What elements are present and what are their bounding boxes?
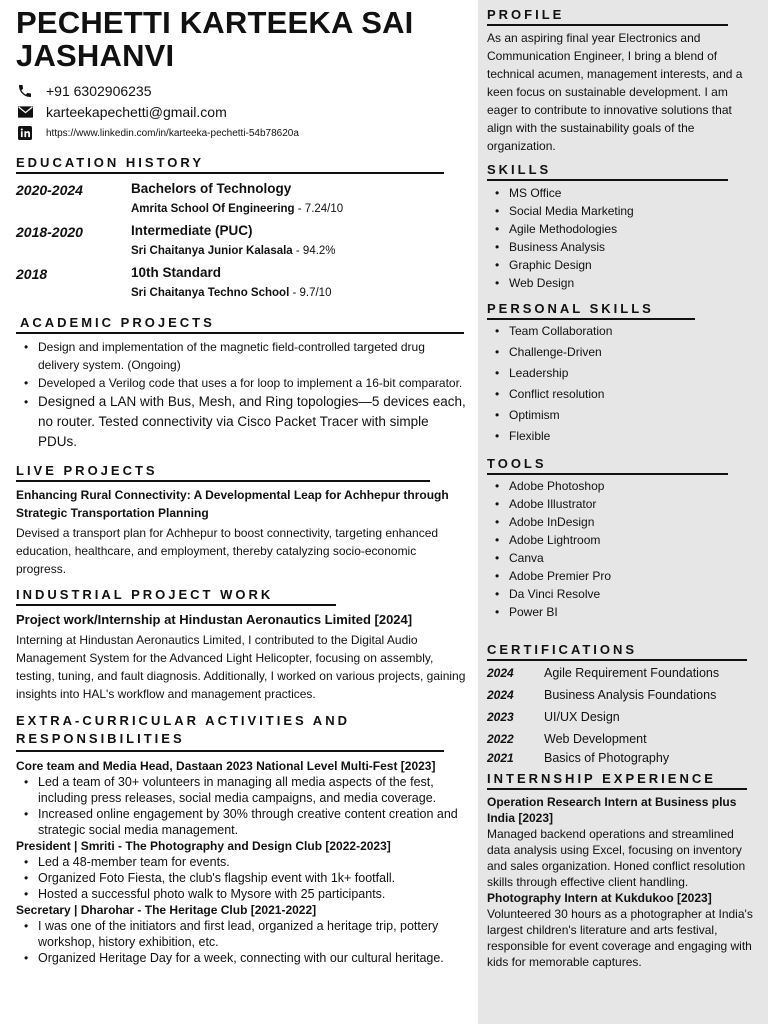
- education-score: - 94.2%: [292, 245, 336, 257]
- skill-item: • Graphic Design: [487, 256, 754, 274]
- activity-title: President | Smriti - The Photography and Design Club [2022-2023]: [16, 839, 391, 853]
- certifications-heading: CERTIFICATIONS: [487, 642, 747, 661]
- education-heading: EDUCATION HISTORY: [16, 155, 444, 174]
- internship-title: Operation Research Intern at Business plus India [2023]: [487, 795, 737, 825]
- tool-item: • Adobe InDesign: [487, 513, 754, 531]
- activity-list: [16, 774, 466, 838]
- certification-item: [487, 706, 754, 728]
- education-school: Amrita School Of Engineering: [131, 203, 295, 215]
- activity-list: [16, 854, 466, 902]
- skill-item: • Web Design: [487, 274, 754, 292]
- education-detail: [131, 284, 466, 302]
- industrial-heading: INDUSTRIAL PROJECT WORK: [16, 587, 336, 606]
- skill-item: • MS Office: [487, 184, 754, 202]
- activity-item: • Increased online engagement by 30% through creative content creation and strategic social media management.: [16, 806, 466, 838]
- personal-skills-list: [487, 321, 754, 447]
- activity-item: • Led a team of 30+ volunteers in managing all media aspects of the fest, including press releases, social media campaigns, and media coverage.: [16, 774, 466, 806]
- academic-section: [16, 314, 466, 452]
- certifications-section: [487, 641, 754, 766]
- education-item: [16, 180, 466, 218]
- activity-item: • Organized Heritage Day for a week, connecting with our cultural heritage.: [16, 950, 466, 966]
- certification-name: Basics of Photography: [544, 751, 670, 765]
- certification-name: Business Analysis Foundations: [544, 688, 717, 702]
- skill-item: • Business Analysis: [487, 238, 754, 256]
- certification-year: 2021: [487, 751, 514, 765]
- certification-item: [487, 750, 754, 766]
- live-project-desc: Devised a transport plan for Achhepur to boost connectivity, targeting enhanced education, healthcare, and employment, thereby catalyzing socio-economic progress.: [16, 526, 439, 576]
- extracurricular-heading-line2: RESPONSIBILITIES: [16, 731, 185, 746]
- email-address[interactable]: karteekapechetti@gmail.com: [46, 104, 227, 120]
- personal-skill-item: • Leadership: [487, 363, 754, 384]
- education-detail: [131, 200, 466, 218]
- education-degree: Intermediate (PUC): [131, 223, 253, 238]
- internship-desc: Managed backend operations and streamlined data analysis using Excel, focusing on inventory and sales organization. Honed conflict resolution skills through effective client handling.: [487, 827, 746, 889]
- certification-year: 2022: [487, 732, 514, 746]
- name-line-1: PECHETTI KARTEEKA SAI: [16, 5, 414, 40]
- education-item: [16, 264, 466, 302]
- profile-heading: PROFILE: [487, 7, 728, 26]
- skills-list: [487, 184, 754, 292]
- education-list: [16, 180, 466, 302]
- internship-list: [487, 794, 754, 970]
- activity-list: [16, 918, 466, 966]
- academic-item: • Designed a LAN with Bus, Mesh, and Ring topologies—5 devices each, no router. Tested connectivity via Cisco Packet Tracer with simple PDUs.: [16, 392, 466, 452]
- skills-heading: SKILLS: [487, 162, 728, 181]
- activity-item: • I was one of the initiators and first lead, organized a heritage trip, pottery workshop, history exhibition, etc.: [16, 918, 466, 950]
- phone-number: +91 6302906235: [46, 83, 152, 99]
- name-line-2: JASHANVI: [16, 38, 175, 73]
- linkedin-url[interactable]: https://www.linkedin.com/in/karteeka-pechetti-54b78620a: [46, 127, 299, 139]
- education-item: [16, 222, 466, 260]
- education-degree: 10th Standard: [131, 265, 222, 280]
- education-detail: [131, 242, 466, 260]
- personal-skill-item: • Optimism: [487, 405, 754, 426]
- tools-section: [487, 455, 754, 621]
- education-score: - 9.7/10: [289, 287, 332, 299]
- profile-text: As an aspiring final year Electronics and Communication Engineer, I bring a blend of technical acumen, management interests, and a keen focus on sustainable development. I am eager to contribute to innovative solutions that align with the sustainability goals of the organization.: [487, 31, 743, 153]
- certification-item: [487, 662, 754, 684]
- personal-skills-section: [487, 300, 754, 447]
- email-row: [16, 103, 466, 121]
- activity-title: Core team and Media Head, Dastaan 2023 National Level Multi-Fest [2023]: [16, 759, 436, 773]
- tool-item: • Canva: [487, 549, 754, 567]
- certifications-list: [487, 662, 754, 766]
- extracurricular-heading-line1: EXTRA-CURRICULAR ACTIVITIES AND: [16, 713, 350, 728]
- education-school: Sri Chaitanya Junior Kalasala: [131, 245, 293, 257]
- tool-item: • Adobe Photoshop: [487, 477, 754, 495]
- certification-name: Web Development: [544, 732, 647, 746]
- phone-row: [16, 82, 466, 100]
- education-year: 2018-2020: [16, 224, 83, 240]
- education-body: [131, 180, 466, 218]
- tool-item: • Da Vinci Resolve: [487, 585, 754, 603]
- activity-item: • Organized Foto Fiesta, the club's flagship event with 1k+ footfall.: [16, 870, 466, 886]
- activity-title: Secretary | Dharohar - The Heritage Club [2021-2022]: [16, 903, 317, 917]
- certification-year: 2024: [487, 666, 514, 680]
- linkedin-icon: [16, 124, 34, 142]
- internship-title: Photography Intern at Kukdukoo [2023]: [487, 891, 712, 905]
- industrial-title: Project work/Internship at Hindustan Aeronautics Limited [2024]: [16, 612, 413, 627]
- tool-item: • Power BI: [487, 603, 754, 621]
- skill-item: • Social Media Marketing: [487, 202, 754, 220]
- personal-skill-item: • Challenge-Driven: [487, 342, 754, 363]
- tool-item: • Adobe Illustrator: [487, 495, 754, 513]
- industrial-desc: Interning at Hindustan Aeronautics Limited, I contributed to the Digital Audio Management System for the Advanced Light Helicopter, focusing on assembly, testing, tuning, and fault diagnosis. Additionally, I worked on various projects, gaining insights into HAL's workflow and management practices.: [16, 633, 466, 701]
- education-body: [131, 222, 466, 260]
- right-column: [478, 0, 768, 1024]
- internship-section: [487, 770, 754, 970]
- candidate-name: [16, 6, 466, 72]
- personal-skills-heading: PERSONAL SKILLS: [487, 301, 695, 320]
- tool-item: • Adobe Lightroom: [487, 531, 754, 549]
- mail-icon: [16, 103, 34, 121]
- phone-icon: [16, 82, 34, 100]
- internship-desc: Volunteered 30 hours as a photographer at India's largest children's literature and arts festival, responsible for event coverage and engaging with kids for memorable captures.: [487, 907, 753, 969]
- certification-item: [487, 728, 754, 750]
- industrial-section: [16, 586, 466, 703]
- certification-year: 2024: [487, 688, 514, 702]
- academic-item: • Developed a Verilog code that uses a for loop to implement a 16-bit comparator.: [16, 374, 466, 392]
- education-year: 2018: [16, 266, 48, 282]
- live-project-title: Enhancing Rural Connectivity: A Developmental Leap for Achhepur through Strategic Transportation Planning: [16, 488, 449, 520]
- profile-section: [487, 6, 754, 155]
- tools-list: [487, 477, 754, 621]
- academic-item: • Design and implementation of the magnetic field-controlled targeted drug delivery system. (Ongoing): [16, 338, 466, 374]
- education-year: 2020-2024: [16, 182, 83, 198]
- education-section: [16, 154, 466, 302]
- tool-item: • Adobe Premier Pro: [487, 567, 754, 585]
- education-school: Sri Chaitanya Techno School: [131, 287, 290, 299]
- linkedin-row: [16, 124, 466, 142]
- education-body: [131, 264, 466, 302]
- academic-list: [16, 338, 466, 452]
- personal-skill-item: • Conflict resolution: [487, 384, 754, 405]
- academic-heading: ACADEMIC PROJECTS: [16, 315, 464, 334]
- skills-section: [487, 161, 754, 292]
- certification-name: Agile Requirement Foundations: [544, 666, 720, 680]
- skill-item: • Agile Methodologies: [487, 220, 754, 238]
- tools-heading: TOOLS: [487, 456, 728, 475]
- extracurricular-heading: [16, 712, 444, 752]
- activity-item: • Hosted a successful photo walk to Mysore with 25 participants.: [16, 886, 466, 902]
- contact-block: [16, 82, 466, 142]
- internship-heading: INTERNSHIP EXPERIENCE: [487, 771, 747, 790]
- activity-item: • Led a 48-member team for events.: [16, 854, 466, 870]
- extracurricular-list: [16, 758, 466, 966]
- education-degree: Bachelors of Technology: [131, 181, 292, 196]
- personal-skill-item: • Team Collaboration: [487, 321, 754, 342]
- live-projects-heading: LIVE PROJECTS: [16, 463, 430, 482]
- certification-item: [487, 684, 754, 706]
- certification-name: UI/UX Design: [544, 710, 620, 724]
- personal-skill-item: • Flexible: [487, 426, 754, 447]
- extracurricular-section: [16, 712, 466, 966]
- education-score: - 7.24/10: [294, 203, 344, 215]
- certification-year: 2023: [487, 710, 514, 724]
- live-projects-section: [16, 462, 466, 578]
